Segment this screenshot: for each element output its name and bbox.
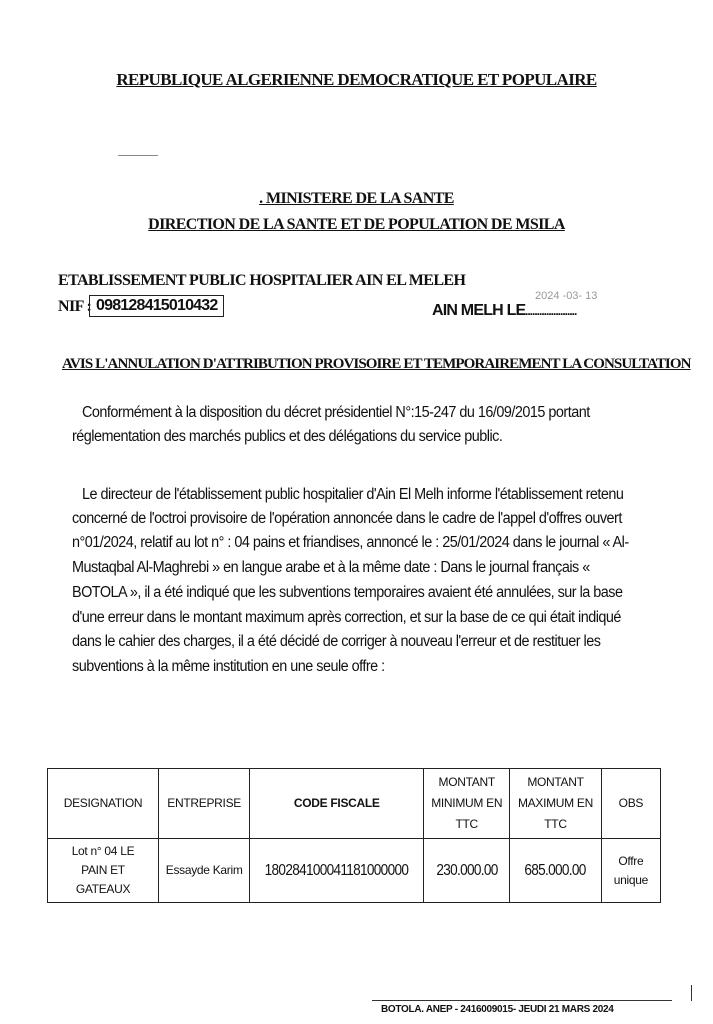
paragraph2-line: dans le cahier des charges, il a été décidé de corriger à nouveau l'erreur et de restituer les (72, 633, 601, 650)
paragraph1-line: Conformément à la disposition du décret présidentiel N°:15-247 du 16/09/2015 portant (82, 404, 590, 421)
paragraph2-line: n°01/2024, relatif au lot n° : 04 pains et friandises, annoncé le : 25/01/2024 dans le journal « Al- (72, 534, 629, 551)
cell-minimum (424, 839, 510, 903)
paragraph2-line: concerné de l'octroi provisoire de l'opération annoncée dans le cadre de l'appel d'offres ouvert (72, 510, 622, 527)
paragraph2-line: d'une erreur dans le montant maximum après correction, et sur la base de ce qui était indiqué (72, 609, 621, 626)
cell-maximum (510, 839, 602, 903)
direction-title: DIRECTION DE LA SANTE ET DE POPULATION DE MSILA (148, 216, 565, 233)
table-row (48, 839, 661, 903)
paragraph2-line: subventions à la même institution en une seule offre : (72, 658, 385, 675)
paragraph1-line: réglementation des marchés publics et des délégations du service public. (72, 428, 503, 445)
paragraph2-line: BOTOLA », il a été indiqué que les subventions temporaires avaient été annulées, sur la base (72, 584, 623, 601)
header-designation: DESIGNATION (48, 769, 159, 839)
minimum-value: 230.000.00 (436, 861, 498, 879)
notice-title: AVIS L'ANNULATION D'ATTRIBUTION PROVISOIRE ET TEMPORAIREMENT LA CONSULTATION (62, 356, 691, 372)
place-date-label: AIN MELH LE (432, 302, 526, 319)
footer-source: BOTOLA. ANEP - 2416009015- JEUDI 21 MARS 2024 (381, 1004, 614, 1015)
paragraph2-line: Le directeur de l'établissement public hospitalier d'Ain El Melh informe l'établissement retenu (82, 486, 624, 503)
ministry-title: . MINISTERE DE LA SANTE (259, 190, 454, 207)
header-code-fiscale: CODE FISCALE (250, 769, 424, 839)
cell-entreprise: Essayde Karim (158, 839, 249, 903)
maximum-value: 685.000.00 (524, 861, 587, 879)
nif-label: NIF : (58, 298, 92, 315)
code-fiscale-value: 180284100041181000000 (264, 861, 409, 879)
footer-rule (372, 1000, 672, 1001)
header-entreprise: ENTREPRISE (158, 769, 249, 839)
cell-designation: Lot n° 04 LE PAIN ET GATEAUX (48, 839, 159, 903)
offers-table (47, 768, 661, 903)
header-maximum: MONTANT MAXIMUM EN TTC (510, 769, 602, 839)
date-dots: ...................... (525, 304, 577, 318)
table-header-row (48, 769, 661, 839)
paragraph2-line: Mustaqbal Al-Maghrebi » en langue arabe et à la même date : Dans le journal français « (72, 559, 590, 576)
nif-value: 098128415010432 (89, 295, 224, 317)
cell-obs: Offre unique (601, 839, 660, 903)
header-minimum: MONTANT MINIMUM EN TTC (424, 769, 510, 839)
footer-corner (691, 985, 692, 1001)
scan-mark (118, 155, 158, 156)
country-title: REPUBLIQUE ALGERIENNE DEMOCRATIQUE ET POPULAIRE (116, 70, 597, 89)
header-obs: OBS (601, 769, 660, 839)
cell-code-fiscale (250, 839, 424, 903)
date-stamp: 2024 -03- 13 (535, 290, 598, 302)
establishment-name: ETABLISSEMENT PUBLIC HOSPITALIER AIN EL MELEH (58, 272, 466, 289)
